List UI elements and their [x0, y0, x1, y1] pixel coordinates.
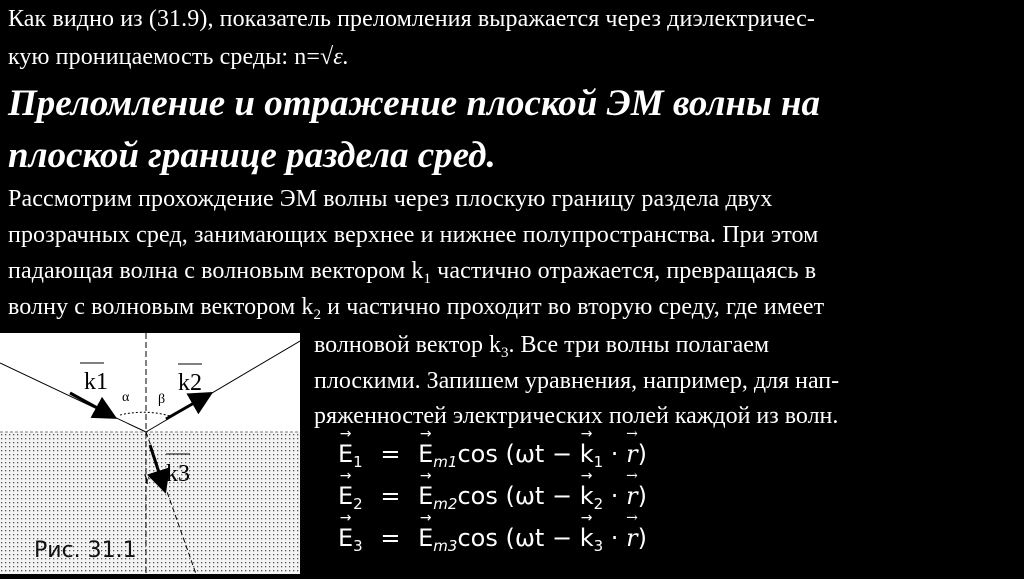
sqrt-epsilon-formula: √ε.	[320, 44, 349, 70]
equation-e3: → $E_3$ = → $E_{m3}\cos$ (ωt − → $k_3$ · → r)	[338, 524, 647, 552]
k2-label: k2	[178, 370, 202, 396]
intro-line-2-text: кую проницаемость среды: n=	[8, 44, 321, 70]
figure-caption: Рис. 31.1	[34, 538, 137, 563]
section-heading-line-1: Преломление и отражение плоской ЭМ волны на	[8, 83, 820, 124]
intro-line-1: Как видно из (31.9), показатель преломления выражается через диэлектричес-	[8, 6, 815, 32]
k1-label: k1	[84, 369, 108, 395]
body-line-3: падающая волна с волновым вектором $k_1$ частично отражается, превращаясь в	[8, 258, 817, 287]
body-line-5: волновой вектор $k_3$. Все три волны полагаем	[314, 332, 770, 361]
body-line-4: волну с волновым вектором $k_2$ и частично проходит во вторую среду, где имеет	[8, 294, 825, 323]
upper-medium	[0, 333, 300, 432]
alpha-label: α	[122, 390, 130, 405]
gamma-label: γ	[144, 470, 151, 485]
body-line-2: прозрачных сред, занимающих верхнее и нижнее полупространства. При этом	[8, 222, 819, 248]
body-line-6: плоскими. Запишем уравнения, например, для нап-	[314, 368, 840, 394]
equation-e2: → $E_2$ = → $E_{m2}\cos$ (ωt − → $k_2$ · → r)	[338, 482, 647, 510]
k3-label: k3	[166, 461, 190, 487]
body-line-1: Рассмотрим прохождение ЭМ волны через плоскую границу раздела двух	[8, 186, 773, 212]
body-line-7: ряженностей электрических полей каждой из волн.	[314, 403, 839, 429]
equation-e1: → $E_1$ = → $E_{m1}\cos$ (ωt − → $k_1$ · → r)	[338, 440, 647, 468]
section-heading-line-2: плоской границе раздела сред.	[8, 135, 496, 176]
intro-line-2	[8, 44, 349, 71]
beta-label: β	[158, 392, 166, 407]
